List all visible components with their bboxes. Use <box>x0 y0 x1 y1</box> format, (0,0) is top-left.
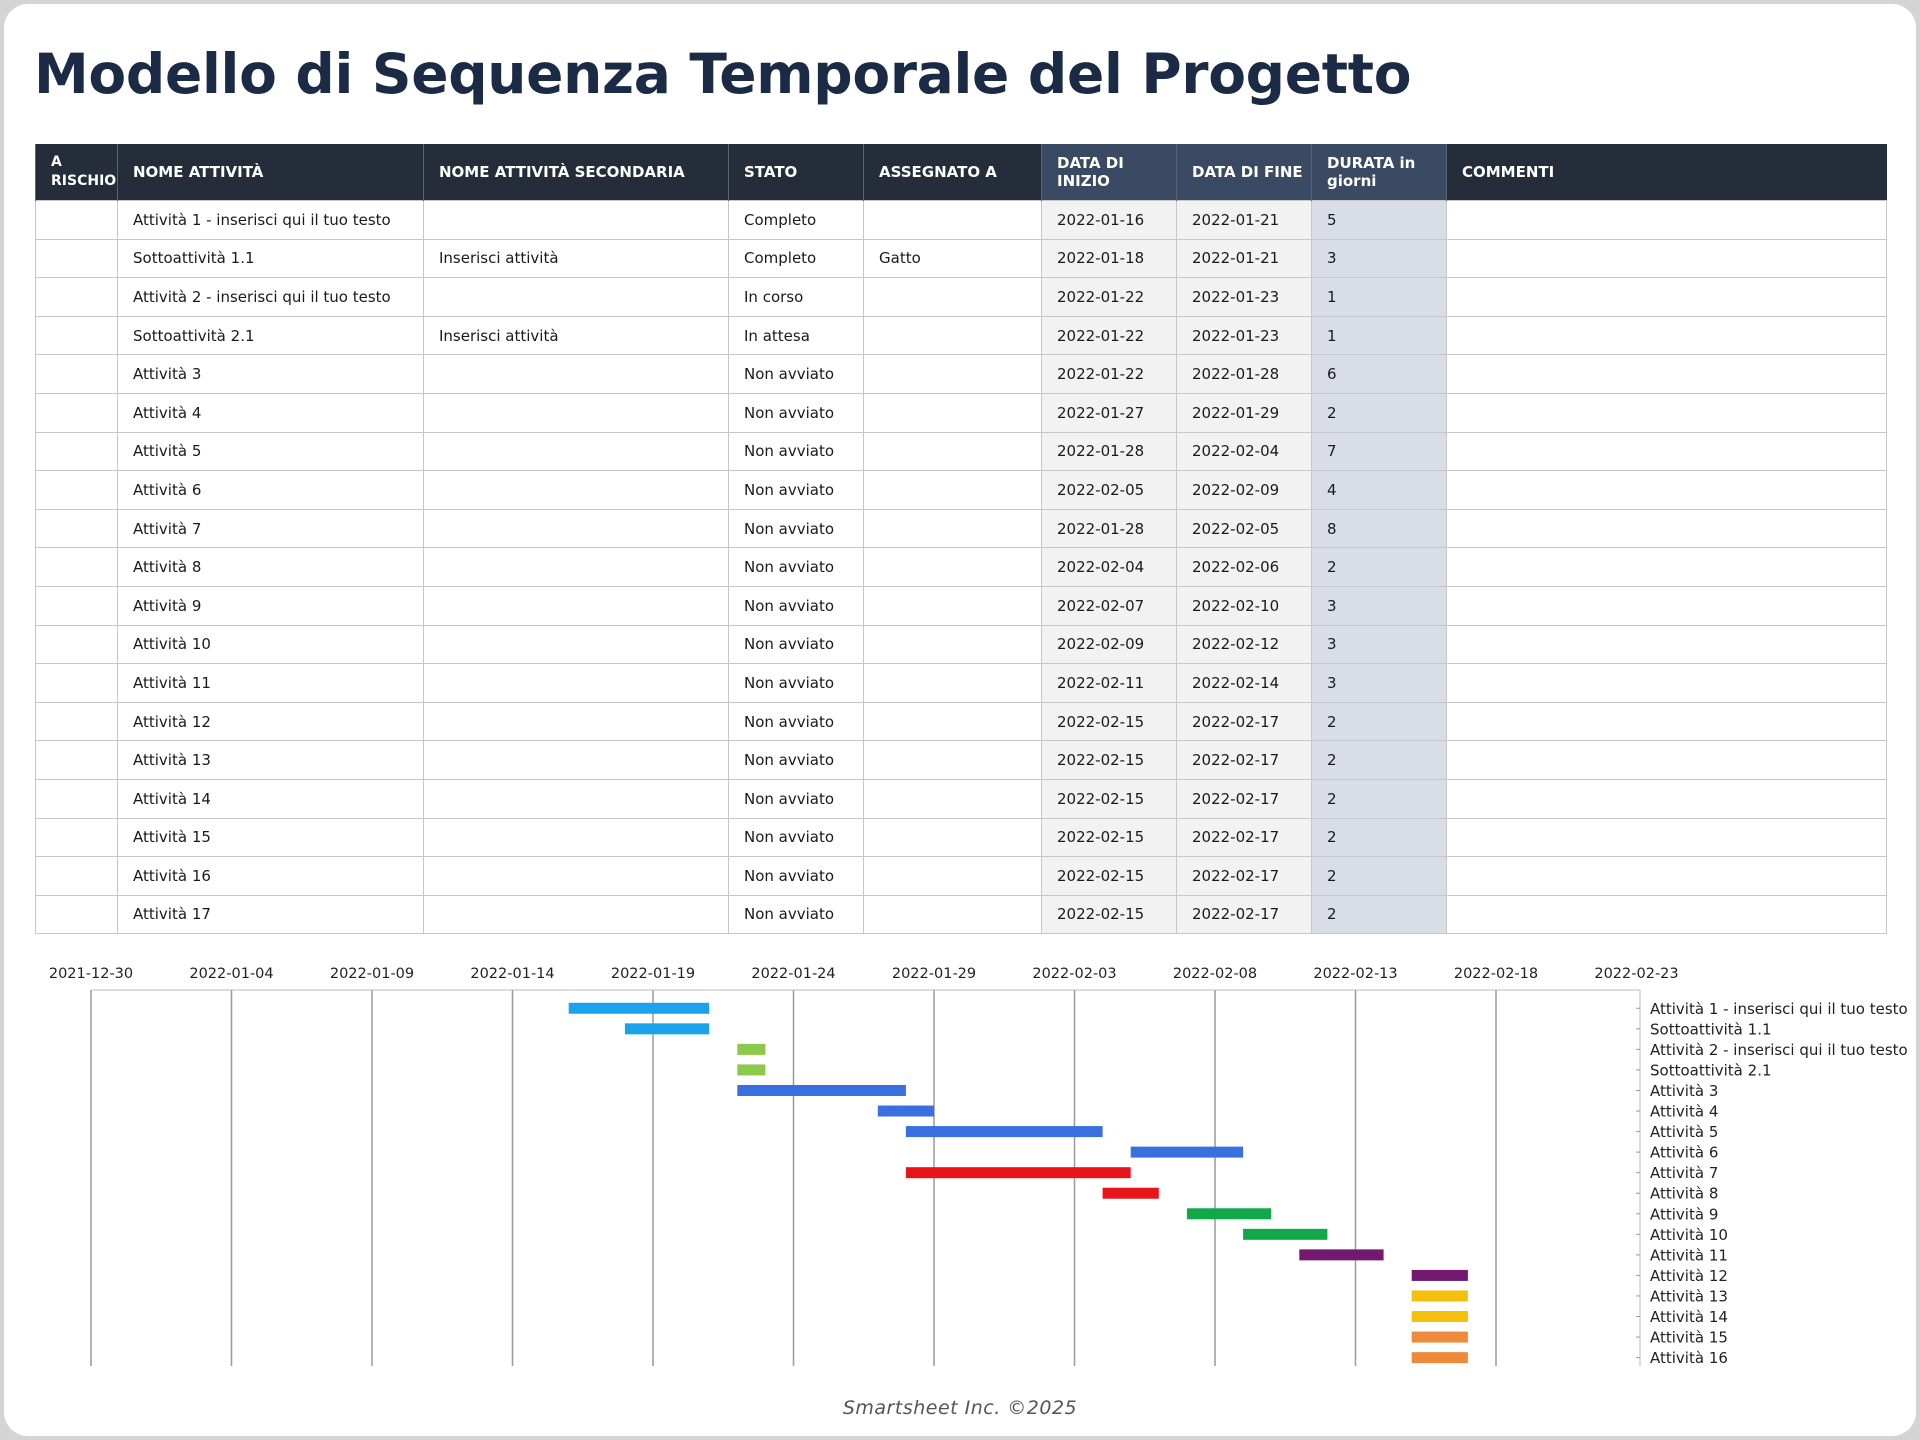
cell-risk[interactable] <box>36 664 118 703</box>
cell-start[interactable]: 2022-02-07 <box>1042 586 1177 625</box>
cell-risk[interactable] <box>36 432 118 471</box>
task-label: Sottoattività 1.1 <box>1650 1020 1772 1039</box>
cell-risk[interactable] <box>36 278 118 317</box>
col-header-duration[interactable]: DURATA in giorni <box>1312 144 1447 201</box>
cell-start[interactable]: 2022-01-22 <box>1042 316 1177 355</box>
x-tick-label: 2022-01-19 <box>610 966 696 982</box>
timeline-table <box>35 144 1887 934</box>
cell-subtask[interactable] <box>424 201 729 240</box>
col-header-subtask[interactable]: NOME ATTIVITÀ SECONDARIA <box>424 144 729 201</box>
cell-risk[interactable] <box>36 586 118 625</box>
cell-task[interactable]: Attività 4 <box>118 393 424 432</box>
cell-task[interactable]: Attività 10 <box>118 625 424 664</box>
cell-start[interactable]: 2022-02-15 <box>1042 702 1177 741</box>
cell-assigned[interactable] <box>864 548 1042 587</box>
cell-end[interactable]: 2022-02-14 <box>1177 664 1312 703</box>
cell-assigned[interactable] <box>864 316 1042 355</box>
gantt-bar <box>569 1003 710 1014</box>
cell-start[interactable]: 2022-01-28 <box>1042 432 1177 471</box>
cell-end[interactable]: 2022-02-17 <box>1177 818 1312 857</box>
cell-assigned[interactable] <box>864 702 1042 741</box>
cell-comments[interactable] <box>1447 818 1887 857</box>
cell-start[interactable]: 2022-02-04 <box>1042 548 1177 587</box>
cell-comments[interactable] <box>1447 201 1887 240</box>
cell-risk[interactable] <box>36 201 118 240</box>
task-label: Attività 11 <box>1650 1246 1728 1265</box>
cell-assigned[interactable] <box>864 857 1042 896</box>
col-header-end[interactable]: DATA DI FINE <box>1177 144 1312 201</box>
gantt-bar <box>1131 1147 1243 1158</box>
table-row <box>36 509 1887 548</box>
task-label: Attività 7 <box>1650 1164 1719 1183</box>
cell-risk[interactable] <box>36 239 118 278</box>
cell-risk[interactable] <box>36 316 118 355</box>
cell-comments[interactable] <box>1447 278 1887 317</box>
x-tick-label: 2022-02-23 <box>1594 966 1679 982</box>
gantt-bar <box>1412 1290 1468 1301</box>
cell-status[interactable]: Non avviato <box>729 895 864 934</box>
x-tick-label: 2022-01-09 <box>329 966 415 982</box>
task-label: Attività 1 - inserisci qui il tuo testo <box>1650 999 1908 1018</box>
cell-assigned[interactable] <box>864 664 1042 703</box>
cell-risk[interactable] <box>36 548 118 587</box>
cell-duration[interactable]: 3 <box>1312 625 1447 664</box>
cell-duration[interactable]: 1 <box>1312 316 1447 355</box>
gantt-bar <box>1187 1208 1271 1219</box>
cell-start[interactable]: 2022-02-15 <box>1042 895 1177 934</box>
x-tick-label: 2021-12-30 <box>48 966 134 982</box>
cell-comments[interactable] <box>1447 432 1887 471</box>
x-tick-label: 2022-01-29 <box>891 966 977 982</box>
cell-duration[interactable]: 3 <box>1312 586 1447 625</box>
cell-end[interactable]: 2022-02-17 <box>1177 779 1312 818</box>
cell-duration[interactable]: 2 <box>1312 741 1447 780</box>
cell-comments[interactable] <box>1447 702 1887 741</box>
cell-task[interactable]: Attività 5 <box>118 432 424 471</box>
cell-subtask[interactable] <box>424 779 729 818</box>
table-row <box>36 702 1887 741</box>
cell-task[interactable]: Attività 9 <box>118 586 424 625</box>
cell-task[interactable]: Sottoattività 1.1 <box>118 239 424 278</box>
cell-task[interactable]: Sottoattività 2.1 <box>118 316 424 355</box>
table-row <box>36 239 1887 278</box>
cell-task[interactable]: Attività 16 <box>118 857 424 896</box>
table-row <box>36 857 1887 896</box>
cell-assigned[interactable]: Gatto <box>864 239 1042 278</box>
cell-start[interactable]: 2022-01-16 <box>1042 201 1177 240</box>
cell-comments[interactable] <box>1447 548 1887 587</box>
cell-risk[interactable] <box>36 471 118 510</box>
cell-comments[interactable] <box>1447 393 1887 432</box>
cell-duration[interactable]: 2 <box>1312 857 1447 896</box>
cell-status[interactable]: Non avviato <box>729 355 864 394</box>
cell-duration[interactable]: 2 <box>1312 895 1447 934</box>
x-tick-label: 2022-02-03 <box>1032 966 1117 982</box>
cell-duration[interactable]: 5 <box>1312 201 1447 240</box>
cell-duration[interactable]: 1 <box>1312 278 1447 317</box>
col-header-task[interactable]: NOME ATTIVITÀ <box>118 144 424 201</box>
col-header-start[interactable]: DATA DI INIZIO <box>1042 144 1177 201</box>
cell-task[interactable]: Attività 1 - inserisci qui il tuo testo <box>118 201 424 240</box>
cell-start[interactable]: 2022-01-18 <box>1042 239 1177 278</box>
cell-end[interactable]: 2022-01-23 <box>1177 316 1312 355</box>
cell-subtask[interactable]: Inserisci attività <box>424 239 729 278</box>
cell-subtask[interactable]: Inserisci attività <box>424 316 729 355</box>
page-title: Modello di Sequenza Temporale del Progetto <box>34 42 1412 106</box>
cell-subtask[interactable] <box>424 278 729 317</box>
table-row <box>36 664 1887 703</box>
cell-comments[interactable] <box>1447 779 1887 818</box>
cell-status[interactable]: Completo <box>729 201 864 240</box>
cell-start[interactable]: 2022-02-15 <box>1042 741 1177 780</box>
cell-task[interactable]: Attività 11 <box>118 664 424 703</box>
table-row <box>36 278 1887 317</box>
gantt-chart <box>4 954 1916 1374</box>
x-tick-label: 2022-01-04 <box>189 966 274 982</box>
col-header-assigned[interactable]: ASSEGNATO A <box>864 144 1042 201</box>
x-tick-label: 2022-02-13 <box>1313 966 1398 982</box>
cell-subtask[interactable] <box>424 895 729 934</box>
gantt-bar <box>625 1023 709 1034</box>
table-row <box>36 586 1887 625</box>
cell-status[interactable]: Non avviato <box>729 432 864 471</box>
x-tick-label: 2022-01-14 <box>470 966 555 982</box>
cell-duration[interactable]: 4 <box>1312 471 1447 510</box>
cell-risk[interactable] <box>36 393 118 432</box>
cell-status[interactable]: In corso <box>729 278 864 317</box>
cell-risk[interactable] <box>36 355 118 394</box>
cell-status[interactable]: Non avviato <box>729 548 864 587</box>
cell-assigned[interactable] <box>864 895 1042 934</box>
table-row <box>36 895 1887 934</box>
cell-subtask[interactable] <box>424 432 729 471</box>
cell-duration[interactable]: 3 <box>1312 239 1447 278</box>
gantt-bar <box>1412 1352 1468 1363</box>
cell-comments[interactable] <box>1447 239 1887 278</box>
cell-end[interactable]: 2022-01-21 <box>1177 239 1312 278</box>
cell-task[interactable]: Attività 3 <box>118 355 424 394</box>
cell-subtask[interactable] <box>424 586 729 625</box>
cell-task[interactable]: Attività 15 <box>118 818 424 857</box>
cell-status[interactable]: Completo <box>729 239 864 278</box>
gantt-bar <box>1412 1270 1468 1281</box>
cell-task[interactable]: Attività 17 <box>118 895 424 934</box>
cell-status[interactable]: Non avviato <box>729 857 864 896</box>
cell-subtask[interactable] <box>424 625 729 664</box>
cell-risk[interactable] <box>36 779 118 818</box>
cell-subtask[interactable] <box>424 509 729 548</box>
task-label: Attività 10 <box>1650 1225 1728 1244</box>
cell-end[interactable]: 2022-02-12 <box>1177 625 1312 664</box>
cell-task[interactable]: Attività 7 <box>118 509 424 548</box>
cell-end[interactable]: 2022-02-06 <box>1177 548 1312 587</box>
gantt-bar <box>1299 1249 1383 1260</box>
col-header-status[interactable]: STATO <box>729 144 864 201</box>
cell-assigned[interactable] <box>864 779 1042 818</box>
cell-end[interactable]: 2022-02-17 <box>1177 895 1312 934</box>
cell-status[interactable]: Non avviato <box>729 471 864 510</box>
cell-task[interactable]: Attività 2 - inserisci qui il tuo testo <box>118 278 424 317</box>
table-row <box>36 471 1887 510</box>
header-row <box>36 144 1887 201</box>
cell-comments[interactable] <box>1447 355 1887 394</box>
task-label: Attività 16 <box>1650 1349 1728 1368</box>
sheet <box>4 4 1916 1436</box>
cell-subtask[interactable] <box>424 548 729 587</box>
cell-status[interactable]: Non avviato <box>729 509 864 548</box>
cell-subtask[interactable] <box>424 355 729 394</box>
table-row <box>36 548 1887 587</box>
cell-start[interactable]: 2022-02-11 <box>1042 664 1177 703</box>
gantt-bar <box>1412 1311 1468 1322</box>
cell-comments[interactable] <box>1447 625 1887 664</box>
cell-comments[interactable] <box>1447 586 1887 625</box>
cell-duration[interactable]: 2 <box>1312 779 1447 818</box>
cell-status[interactable]: Non avviato <box>729 741 864 780</box>
task-label: Attività 2 - inserisci qui il tuo testo <box>1650 1040 1908 1059</box>
cell-end[interactable]: 2022-02-10 <box>1177 586 1312 625</box>
cell-end[interactable]: 2022-02-04 <box>1177 432 1312 471</box>
cell-assigned[interactable] <box>864 471 1042 510</box>
cell-comments[interactable] <box>1447 857 1887 896</box>
task-label: Attività 15 <box>1650 1328 1728 1347</box>
cell-end[interactable]: 2022-01-28 <box>1177 355 1312 394</box>
cell-end[interactable]: 2022-01-23 <box>1177 278 1312 317</box>
cell-assigned[interactable] <box>864 509 1042 548</box>
gantt-bar <box>878 1106 934 1117</box>
cell-risk[interactable] <box>36 818 118 857</box>
table-row <box>36 316 1887 355</box>
task-label: Attività 9 <box>1650 1205 1719 1224</box>
cell-duration[interactable]: 3 <box>1312 664 1447 703</box>
cell-subtask[interactable] <box>424 664 729 703</box>
cell-status[interactable]: Non avviato <box>729 779 864 818</box>
cell-assigned[interactable] <box>864 625 1042 664</box>
gantt-bar <box>906 1167 1131 1178</box>
cell-assigned[interactable] <box>864 432 1042 471</box>
cell-duration[interactable]: 2 <box>1312 548 1447 587</box>
cell-assigned[interactable] <box>864 586 1042 625</box>
cell-end[interactable]: 2022-02-09 <box>1177 471 1312 510</box>
col-header-comments[interactable]: COMMENTI <box>1447 144 1887 201</box>
cell-start[interactable]: 2022-01-22 <box>1042 278 1177 317</box>
cell-duration[interactable]: 6 <box>1312 355 1447 394</box>
task-label: Attività 13 <box>1650 1287 1728 1306</box>
cell-risk[interactable] <box>36 895 118 934</box>
cell-end[interactable]: 2022-02-17 <box>1177 857 1312 896</box>
cell-comments[interactable] <box>1447 471 1887 510</box>
cell-duration[interactable]: 7 <box>1312 432 1447 471</box>
cell-subtask[interactable] <box>424 818 729 857</box>
cell-task[interactable]: Attività 12 <box>118 702 424 741</box>
gantt-bar <box>737 1064 765 1075</box>
cell-start[interactable]: 2022-02-05 <box>1042 471 1177 510</box>
cell-status[interactable]: Non avviato <box>729 625 864 664</box>
x-tick-label: 2022-02-18 <box>1453 966 1539 982</box>
cell-subtask[interactable] <box>424 393 729 432</box>
cell-start[interactable]: 2022-02-09 <box>1042 625 1177 664</box>
cell-comments[interactable] <box>1447 664 1887 703</box>
x-tick-label: 2022-01-24 <box>751 966 836 982</box>
gantt-bar <box>737 1044 765 1055</box>
task-label: Attività 3 <box>1650 1081 1719 1100</box>
cell-status[interactable]: Non avviato <box>729 664 864 703</box>
cell-status[interactable]: Non avviato <box>729 586 864 625</box>
cell-comments[interactable] <box>1447 741 1887 780</box>
cell-start[interactable]: 2022-01-22 <box>1042 355 1177 394</box>
cell-start[interactable]: 2022-01-28 <box>1042 509 1177 548</box>
cell-duration[interactable]: 2 <box>1312 393 1447 432</box>
cell-risk[interactable] <box>36 625 118 664</box>
cell-status[interactable]: Non avviato <box>729 818 864 857</box>
cell-subtask[interactable] <box>424 471 729 510</box>
cell-risk[interactable] <box>36 857 118 896</box>
cell-start[interactable]: 2022-01-27 <box>1042 393 1177 432</box>
cell-risk[interactable] <box>36 509 118 548</box>
footer-copyright: Smartsheet Inc. ©2025 <box>842 1397 1078 1419</box>
cell-start[interactable]: 2022-02-15 <box>1042 857 1177 896</box>
cell-comments[interactable] <box>1447 509 1887 548</box>
cell-duration[interactable]: 8 <box>1312 509 1447 548</box>
cell-subtask[interactable] <box>424 702 729 741</box>
cell-task[interactable]: Attività 14 <box>118 779 424 818</box>
cell-assigned[interactable] <box>864 278 1042 317</box>
cell-end[interactable]: 2022-01-29 <box>1177 393 1312 432</box>
cell-end[interactable]: 2022-02-17 <box>1177 741 1312 780</box>
gantt-bar <box>906 1126 1103 1137</box>
cell-comments[interactable] <box>1447 316 1887 355</box>
cell-risk[interactable] <box>36 702 118 741</box>
task-label: Attività 8 <box>1650 1184 1719 1203</box>
gantt-bar <box>737 1085 906 1096</box>
gantt-bar <box>1103 1188 1159 1199</box>
cell-assigned[interactable] <box>864 355 1042 394</box>
gantt-bar <box>1412 1332 1468 1343</box>
table-row <box>36 779 1887 818</box>
cell-status[interactable]: In attesa <box>729 316 864 355</box>
task-label: Attività 5 <box>1650 1123 1719 1142</box>
cell-assigned[interactable] <box>864 393 1042 432</box>
task-label: Attività 6 <box>1650 1143 1719 1162</box>
task-label: Attività 14 <box>1650 1308 1728 1327</box>
task-label: Sottoattività 2.1 <box>1650 1061 1772 1080</box>
task-label: Attività 4 <box>1650 1102 1719 1121</box>
table-row <box>36 201 1887 240</box>
task-label: Attività 12 <box>1650 1266 1728 1285</box>
cell-start[interactable]: 2022-02-15 <box>1042 779 1177 818</box>
table-row <box>36 818 1887 857</box>
cell-assigned[interactable] <box>864 201 1042 240</box>
cell-duration[interactable]: 2 <box>1312 702 1447 741</box>
cell-subtask[interactable] <box>424 857 729 896</box>
cell-end[interactable]: 2022-02-05 <box>1177 509 1312 548</box>
cell-comments[interactable] <box>1447 895 1887 934</box>
cell-status[interactable]: Non avviato <box>729 393 864 432</box>
table-row <box>36 432 1887 471</box>
table-row <box>36 741 1887 780</box>
cell-end[interactable]: 2022-01-21 <box>1177 201 1312 240</box>
cell-task[interactable]: Attività 6 <box>118 471 424 510</box>
cell-start[interactable]: 2022-02-15 <box>1042 818 1177 857</box>
cell-subtask[interactable] <box>424 741 729 780</box>
gantt-bar <box>1243 1229 1327 1240</box>
cell-task[interactable]: Attività 8 <box>118 548 424 587</box>
cell-duration[interactable]: 2 <box>1312 818 1447 857</box>
table-row <box>36 625 1887 664</box>
table-row <box>36 355 1887 394</box>
cell-status[interactable]: Non avviato <box>729 702 864 741</box>
col-header-risk[interactable]: A RISCHIO <box>36 144 118 201</box>
cell-end[interactable]: 2022-02-17 <box>1177 702 1312 741</box>
cell-risk[interactable] <box>36 741 118 780</box>
cell-assigned[interactable] <box>864 741 1042 780</box>
cell-task[interactable]: Attività 13 <box>118 741 424 780</box>
table-row <box>36 393 1887 432</box>
x-tick-label: 2022-02-08 <box>1172 966 1258 982</box>
cell-assigned[interactable] <box>864 818 1042 857</box>
